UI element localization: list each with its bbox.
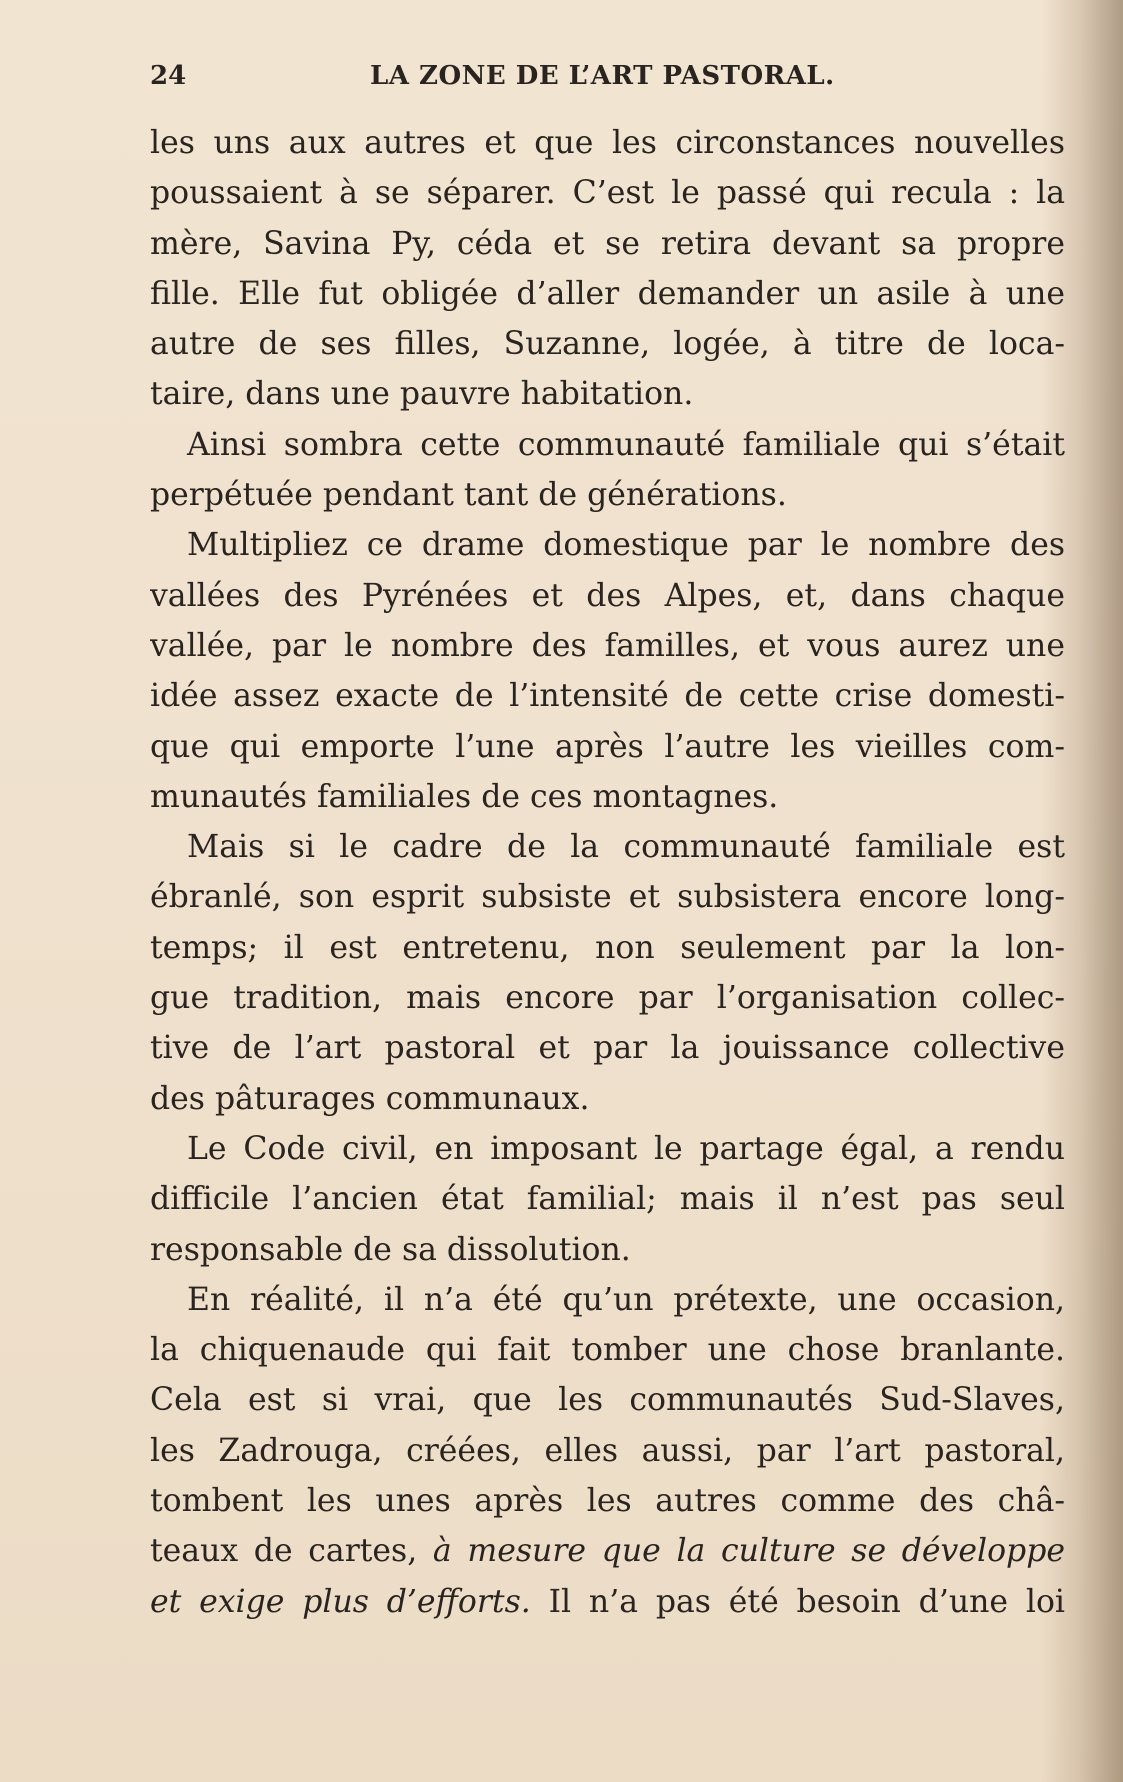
page-header [150,56,1060,96]
text-line: les Zadrouga, créées, elles aussi, par l’art pastoral, [150,1432,1065,1469]
text-line: perpétuée pendant tant de générations. [150,477,787,514]
text-line: tive de l’art pastoral et par la jouissance collective [150,1030,1065,1067]
text-line: munautés familiales de ces montagnes. [150,778,779,815]
text-line: les uns aux autres et que les circonstances nouvelles [150,125,1065,161]
running-head: LA ZONE DE L’ART PASTORAL. [370,61,835,91]
text-line: En réalité, il n’a été qu’un prétexte, une occasion, [187,1281,1065,1318]
text-line: gue tradition, mais encore par l’organisation collec- [150,980,1065,1017]
text-line: difficile l’ancien état familial; mais il n’est pas seul [150,1181,1065,1218]
text-line [150,1526,1065,1576]
text-line: Ainsi sombra cette communauté familiale qui s’était [187,426,1065,463]
text-line: idée assez exacte de l’intensité de cette crise domesti- [150,678,1065,715]
text-line: taire, dans une pauvre habitation. [150,376,694,413]
body-text [150,118,1065,1627]
text-line: vallée, par le nombre des familles, et vous aurez une [150,627,1065,664]
text-line [150,1577,1065,1627]
text-line: tombent les unes après les autres comme des châ- [150,1483,1065,1520]
text-italic: à mesure que la culture se développe [432,1533,1065,1570]
text-roman: teaux de cartes, [150,1533,433,1570]
text-line: Le Code civil, en imposant le partage égal, a rendu [187,1130,1065,1167]
text-line: Cela est si vrai, que les communautés Sud-Slaves, [150,1382,1065,1419]
text-line: responsable de sa dissolution. [150,1231,631,1268]
text-line: des pâturages communaux. [150,1080,590,1117]
text-line: que qui emporte l’une après l’autre les vieilles com- [150,728,1065,765]
text-italic: et exige plus d’efforts. [150,1583,531,1620]
text-line: mère, Savina Py, céda et se retira devant sa propre [150,225,1065,262]
text-line: Mais si le cadre de la communauté familiale est [187,829,1065,866]
text-line: poussaient à se séparer. C’est le passé qui recula : la [150,175,1065,212]
text-roman: Il n’a pas été besoin d’une loi [530,1583,1065,1620]
text-line: ébranlé, son esprit subsiste et subsistera encore long- [150,879,1065,916]
text-line: Multipliez ce drame domestique par le nombre des [187,527,1065,564]
page-number: 24 [150,61,187,91]
text-line: autre de ses filles, Suzanne, logée, à titre de loca- [150,326,1065,363]
text-line: la chiquenaude qui fait tomber une chose branlante. [150,1332,1065,1369]
text-line: fille. Elle fut obligée d’aller demander un asile à une [150,275,1065,312]
text-line: vallées des Pyrénées et des Alpes, et, dans chaque [150,577,1065,614]
text-line: temps; il est entretenu, non seulement par la lon- [150,929,1065,966]
